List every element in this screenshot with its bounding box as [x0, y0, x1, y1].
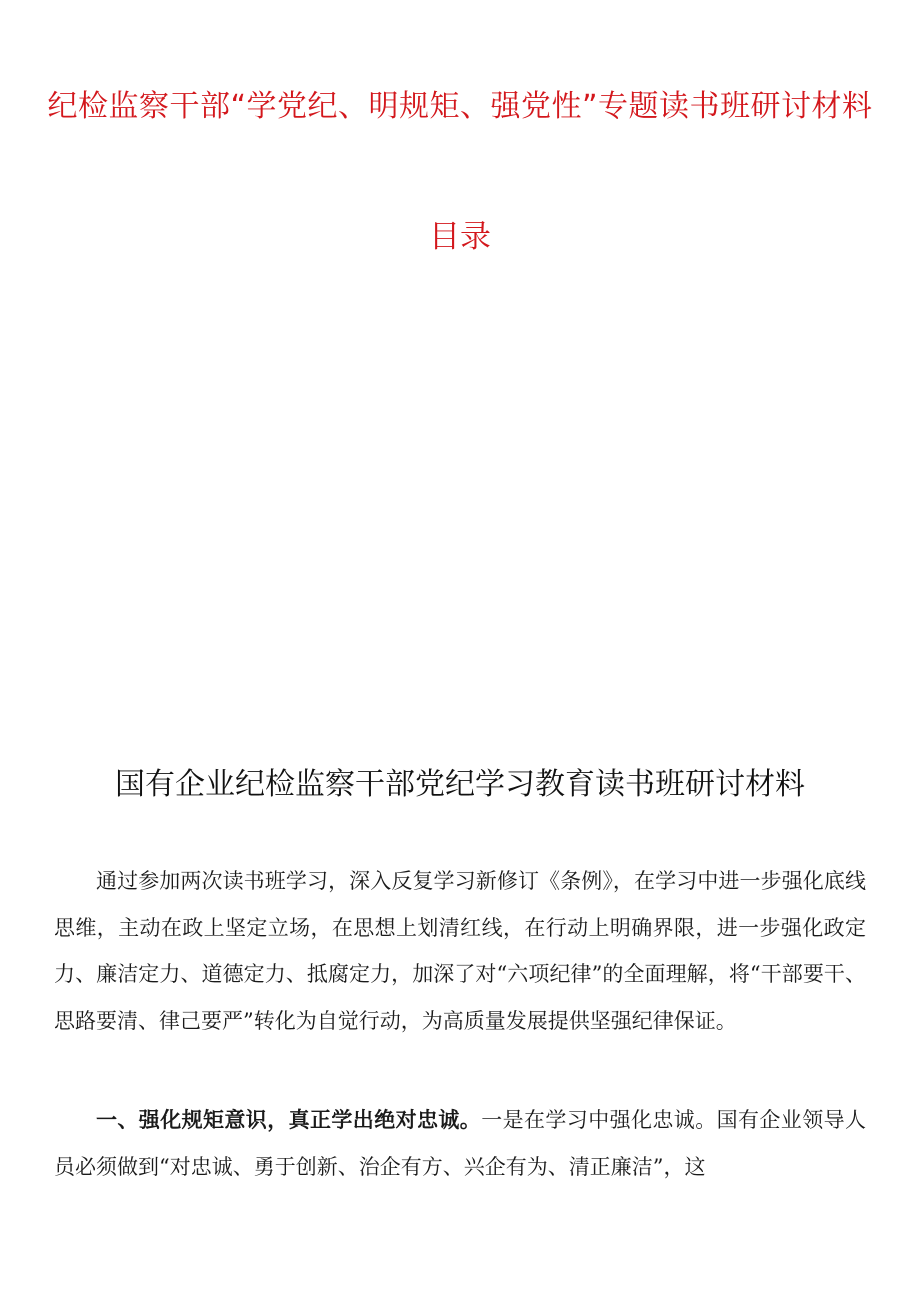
- section-one-heading: 一、强化规矩意识，真正学出绝对忠诚。: [96, 1108, 482, 1132]
- body-paragraph-section-one: [54, 1097, 866, 1190]
- table-of-contents-heading: 目录: [429, 219, 491, 255]
- article-title: 国有企业纪检监察干部党纪学习教育读书班研讨材料: [115, 767, 805, 802]
- body-paragraph-intro: 通过参加两次读书班学习，深入反复学习新修订《条例》，在学习中进一步强化底线思维，主动在政上坚定立场，在思想上划清红线，在行动上明确界限，进一步强化政定力、廉洁定力、道德定力、抵腐定力，加深了对“六项纪律”的全面理解，将“干部要干、思路要清、律己要严”转化为自觉行动，为高质量发展提供坚强纪律保证。: [54, 869, 866, 1033]
- document-title: 纪检监察干部“学党纪、明规矩、强党性”专题读书班研讨材料: [47, 89, 873, 124]
- section-one-text: 一是在学习中强化忠诚。国有企业领导人员必须做到“对忠诚、勇于创新、治企有方、兴企有为、清正廉洁”，这: [54, 1108, 867, 1179]
